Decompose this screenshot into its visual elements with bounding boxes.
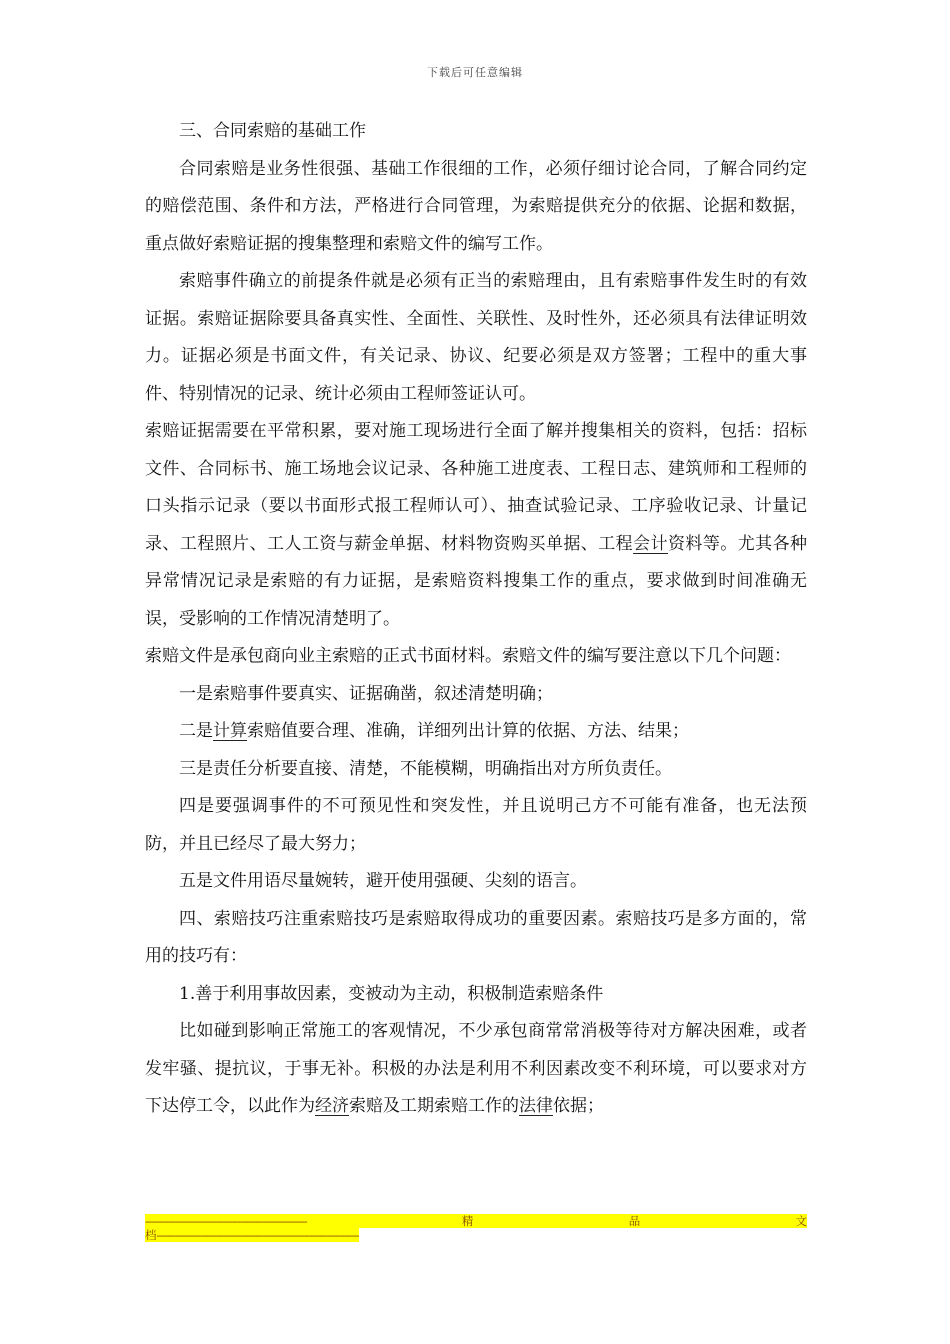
paragraph-3-text-b: 资料等。尤其各种异常情况记录是索赔的有力证据，是索赔资料搜集工作的重点，要求做到时间准确无误，受影响的工作情况清楚明了。 — [145, 533, 808, 629]
page-footer — [145, 1214, 807, 1242]
document-body — [145, 113, 807, 1126]
link-calculation[interactable]: 计算 — [213, 721, 247, 741]
paragraph-5-text-c: 依据； — [553, 1096, 604, 1116]
paragraph-4: 索赔文件是承包商向业主索赔的正式书面材料。索赔文件的编写要注意以下几个问题： — [145, 646, 791, 666]
list-item-2 — [145, 713, 807, 751]
link-law[interactable]: 法律 — [519, 1096, 553, 1116]
list-item-4: 四是要强调事件的不可预见性和突发性，并且说明己方不可能有准备，也无法预防，并且已经尽了最大努力； — [145, 796, 807, 854]
paragraph-5-text-a: 比如碰到影响正常施工的客观情况，不少承包商常常消极等待对方解决困难，或者发牢骚、提抗议，于事无补。积极的办法是利用不利因素改变不利环境，可以要求对方下达停工令，以此作为 — [145, 1021, 807, 1116]
list-item-3: 三是责任分析要直接、清楚，不能模糊，明确指出对方所负责任。 — [179, 758, 672, 779]
footer-char-1: 精 — [461, 1214, 474, 1228]
footer-dashes-2: ---------------------------------------------------------------------- — [156, 1228, 359, 1242]
paragraph-3-text-a: 索赔证据需要在平常积累，要对施工现场进行全面了解并搜集相关的资料，包括：招标文件、合同标书、施工场地会议记录、各种施工进度表、工程日志、建筑师和工程师的口头指示记录（要以书面形式报工程师认可）、抽查试验记录、工序验收记录、计量记录、工程照片、工人工资与薪金单据、材料物资购买单据、工程 — [145, 421, 807, 554]
page-header: 下载后可任意编辑 — [427, 66, 523, 79]
list-item-2-text-b: 索赔值要合理、准确，详细列出计算的依据、方法、结果； — [247, 721, 689, 741]
footer-row-1 — [145, 1214, 807, 1228]
paragraph-3 — [145, 413, 807, 638]
link-accounting[interactable]: 会计 — [633, 533, 668, 554]
section-heading-3: 三、合同索赔的基础工作 — [179, 121, 366, 141]
list-item-5: 五是文件用语尽量婉转，避开使用强硬、尖刻的语言。 — [179, 871, 587, 891]
paragraph-5-text-b: 索赔及工期索赔工作的 — [349, 1096, 519, 1116]
link-economy[interactable]: 经济 — [315, 1096, 349, 1116]
section-heading-4: 四、索赔技巧注重索赔技巧是索赔取得成功的重要因素。索赔技巧是多方面的，常用的技巧有： — [145, 908, 807, 966]
footer-char-2: 品 — [628, 1214, 641, 1228]
footer-char-4: 档 — [145, 1228, 157, 1242]
paragraph-2: 索赔事件确立的前提条件就是必须有正当的索赔理由，且有索赔事件发生时的有效证据。索赔证据除要具备真实性、全面性、关联性、及时性外，还必须具有法律证明效力。证据必须是书面文件，有关记录、协议、纪要必须是双方签署；工程中的重大事件、特别情况的记录、统计必须由工程师签证认可。 — [145, 271, 807, 404]
paragraph-5 — [145, 1013, 807, 1126]
list-item-1: 一是索赔事件要真实、证据确凿，叙述清楚明确； — [179, 683, 553, 704]
footer-dashes-1: -------------------------------------------------------- — [145, 1214, 307, 1228]
footer-char-3: 文 — [795, 1214, 807, 1228]
list-item-2-text-a: 二是 — [179, 721, 213, 741]
subheading-1: 1.善于利用事故因素，变被动为主动，积极制造索赔条件 — [179, 983, 604, 1004]
paragraph-1: 合同索赔是业务性很强、基础工作很细的工作，必须仔细讨论合同，了解合同约定的赔偿范围、条件和方法，严格进行合同管理，为索赔提供充分的依据、论据和数据，重点做好索赔证据的搜集整理和索赔文件的编写工作。 — [145, 158, 807, 254]
footer-row-2 — [145, 1228, 359, 1242]
